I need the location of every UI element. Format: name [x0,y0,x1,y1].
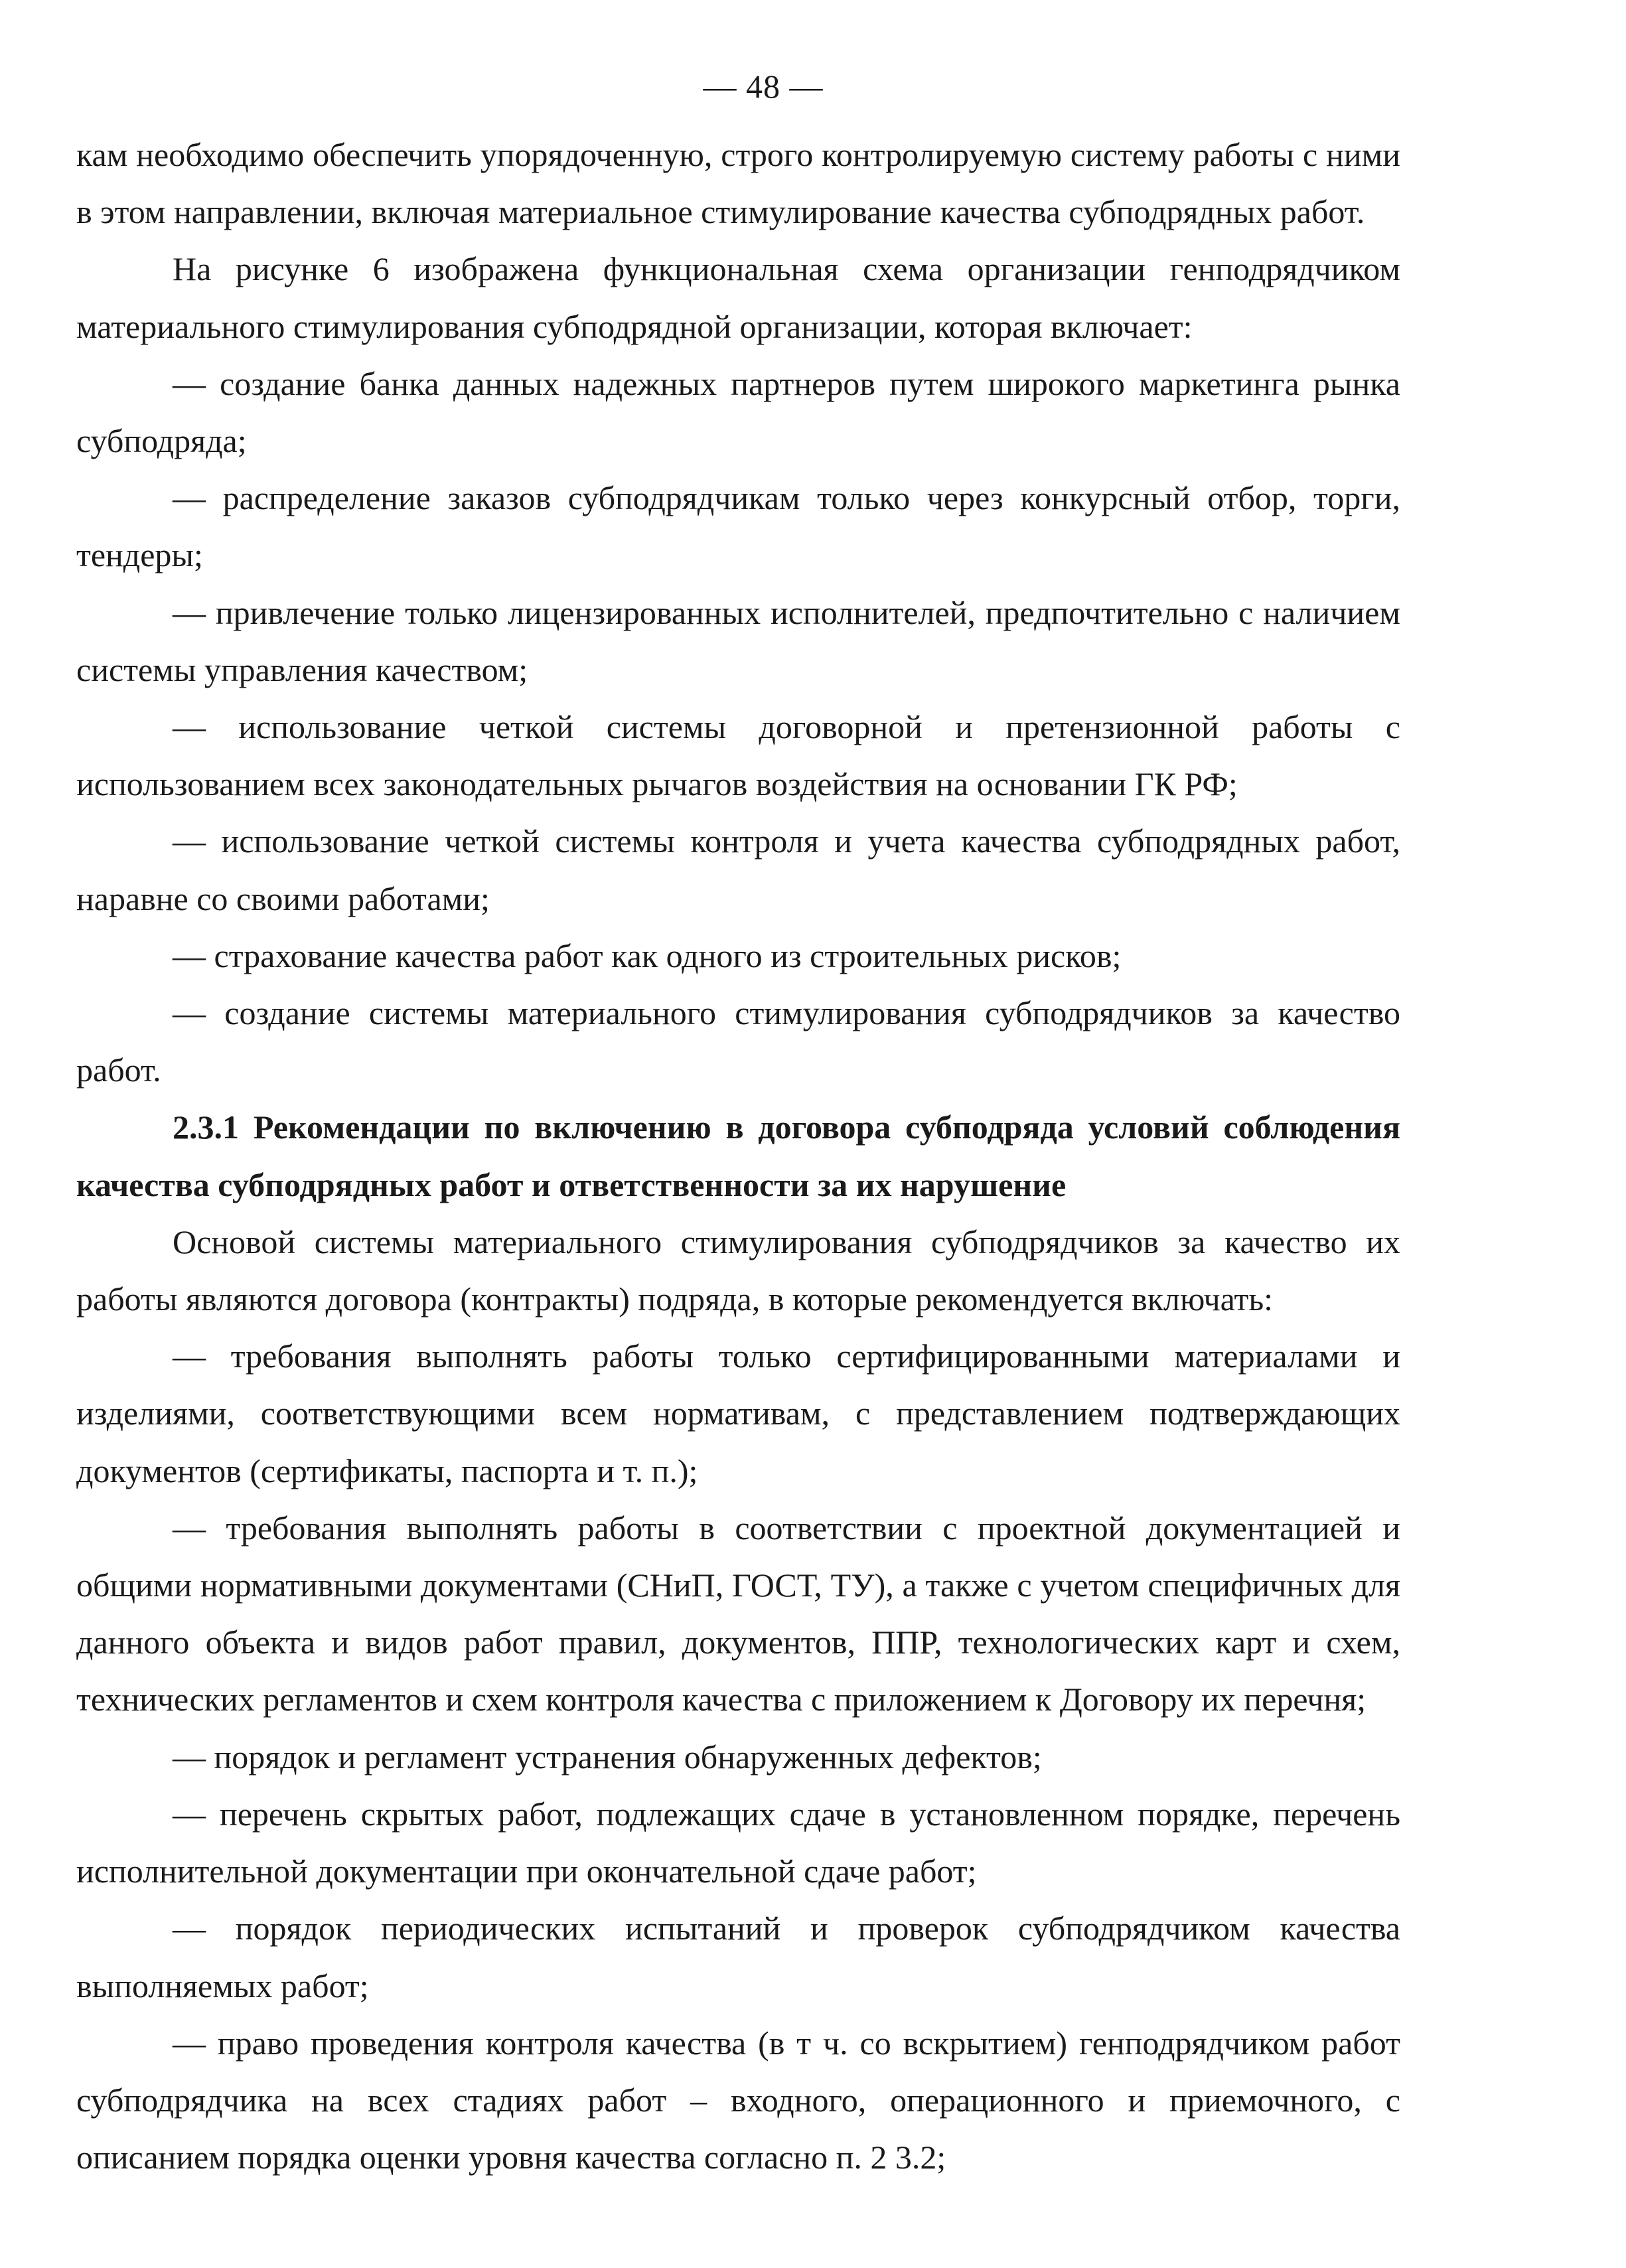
list-item: — создание банка данных надежных партнеров путем широкого маркетинга рынка субподряда; [76,364,1400,460]
list-item: — использование четкой системы контроля и учета качества субподрядных работ, наравне со своими работами; [76,822,1400,917]
document-body [76,126,1400,2186]
list-item: — использование четкой системы договорной и претензионной работы с использованием всех законодательных рычагов воздействия на основании ГК РФ; [76,708,1400,803]
paragraph-intro: На рисунке 6 изображена функциональная схема организации генподрядчиком материального стимулирования субподрядной организации, которая включает: [76,250,1400,345]
list-item: — порядок и регламент устранения обнаруженных дефектов; [173,1738,1042,1776]
paragraph-continuation: кам необходимо обеспечить упорядоченную, строго контролируемую систему работы с ними в этом направлении, включая материальное стимулирование качества субподрядных работ. [76,136,1400,231]
page-number: — 48 — [703,68,824,105]
paragraph-section-intro: Основой системы материального стимулирования субподрядчиков за качество их работы являются договора (контракты) подряда, в которые рекомендуется включать: [76,1223,1400,1318]
list-item: — право проведения контроля качества (в т ч. со вскрытием) генподрядчиком работ субподрядчика на всех стадиях работ – входного, операционного и приемочного, с описанием порядка оценки уровня качества согласно п. 2 3.2; [76,2024,1400,2176]
list-item: — страхование качества работ как одного из строительных рисков; [173,937,1122,974]
list-item: — создание системы материального стимулирования субподрядчиков за качество работ. [76,994,1400,1089]
section-heading: 2.3.1 Рекомендации по включению в договора субподряда условий соблюдения качества субподрядных работ и ответственности за их нарушение [76,1108,1400,1203]
list-item: — распределение заказов субподрядчикам только через конкурсный отбор, торги, тендеры; [76,479,1400,574]
list-item: — привлечение только лицензированных исполнителей, предпочтительно с наличием системы управления качеством; [76,593,1400,688]
list-item: — требования выполнять работы только сертифицированными материалами и изделиями, соответствующими всем нормативам, с представлением подтверждающих документов (сертификаты, паспорта и т. п.); [76,1337,1400,1489]
list-item: — порядок периодических испытаний и проверок субподрядчиком качества выполняемых работ; [76,1910,1400,2004]
list-item: — требования выполнять работы в соответствии с проектной документацией и общими нормативными документами (СНиП, ГОСТ, ТУ), а также с учетом специфичных для данного объекта и видов работ правил, документов, ППР, технологических карт и схем, технических регламентов и схем контроля качества с приложением к Договору их перечня; [76,1509,1400,1718]
list-item: — перечень скрытых работ, подлежащих сдаче в установленном порядке, перечень исполнительной документации при окончательной сдаче работ; [76,1795,1400,1890]
